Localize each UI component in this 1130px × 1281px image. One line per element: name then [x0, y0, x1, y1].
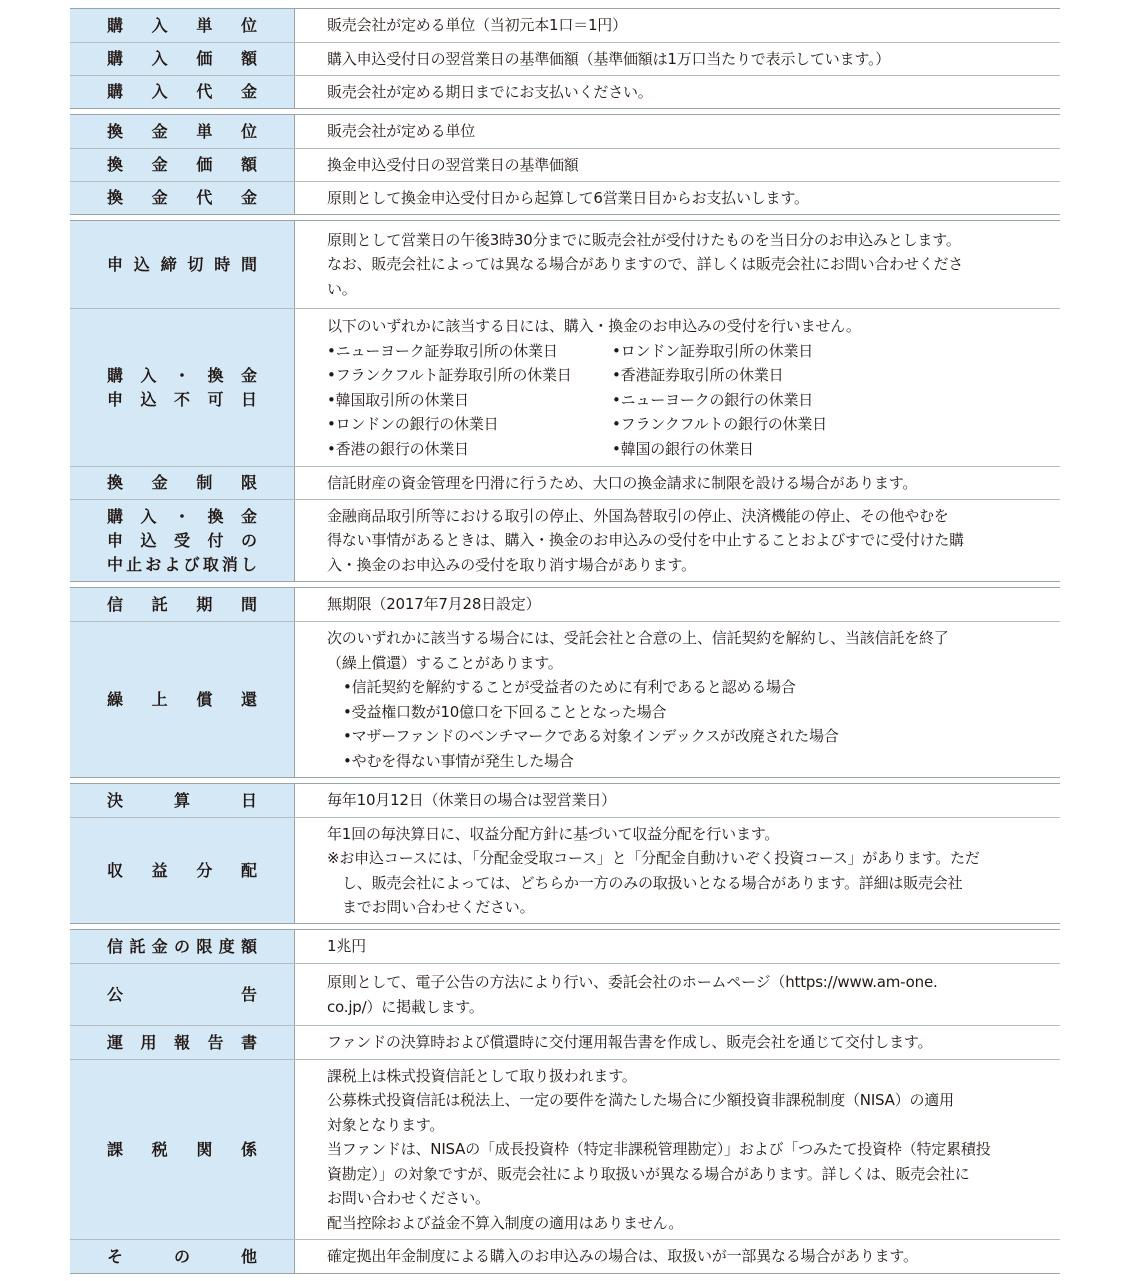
row-label-text: 換金代金 [107, 188, 257, 207]
content-line: 次のいずれかに該当する場合には、受託会社と合意の上、信託契約を解約し、当該信託を終了 [327, 629, 949, 647]
content-line: 以下のいずれかに該当する日には、購入・換金のお申込みの受付を行いません。 [327, 317, 861, 335]
list-item: •韓国の銀行の休業日 [612, 439, 754, 458]
content-line: 対象となります。 [327, 1115, 445, 1134]
row-label [70, 930, 295, 963]
row-content [295, 9, 1060, 42]
content-line: 課税上は株式投資信託として取り扱われます。 [327, 1066, 637, 1085]
table-row [70, 1059, 1060, 1239]
table-row [70, 9, 1060, 42]
row-label [70, 76, 295, 108]
row-label [70, 622, 295, 777]
row-label-text: 公告 [107, 984, 257, 1004]
table-row [70, 75, 1060, 108]
row-content [295, 622, 1060, 777]
row-label-text: 購入代金 [107, 82, 257, 101]
content-line: 確定拠出年金制度による購入のお申込みの場合は、取扱いが一部異なる場合があります。 [327, 1247, 918, 1266]
row-label-text: 中止および取消し [107, 554, 257, 574]
list-item: •ニューヨークの銀行の休業日 [612, 390, 814, 409]
table-row [70, 466, 1060, 499]
content-line: 原則として換金申込受付日から起算して6営業日目からお支払いします。 [327, 188, 809, 207]
row-label-text: 購入単位 [107, 15, 257, 35]
content-line: ※お申込コースには、「分配金受取コース」と「分配金自動けいぞく投資コース」があります。ただ [327, 849, 980, 867]
row-content [295, 930, 1060, 963]
list-item: •ロンドン証券取引所の休業日 [612, 341, 814, 360]
row-label-text: 申込受付の [107, 530, 257, 550]
table-section [70, 114, 1060, 215]
row-label-text: 換金単位 [107, 121, 257, 141]
row-label-text: その他 [107, 1246, 257, 1266]
content-line: 年1回の毎決算日に、収益分配方針に基づいて収益分配を行います。 [327, 824, 780, 843]
table-row [70, 42, 1060, 75]
row-label-text: 収益分配 [107, 860, 257, 880]
row-content [295, 115, 1060, 148]
row-content [295, 309, 1060, 466]
row-label-text: 換金制限 [107, 473, 257, 492]
row-label [70, 588, 295, 621]
row-label [70, 115, 295, 148]
content-line: 原則として営業日の午後3時30分までに販売会社が受付けたものを当日分のお申込みとします。 [327, 230, 961, 249]
list-item: •受益権口数が10億口を下回ることとなった場合 [343, 702, 667, 721]
fund-info-table [70, 8, 1060, 1279]
row-content [295, 588, 1060, 621]
table-row [70, 308, 1060, 466]
content-line: 販売会社が定める期日までにお支払いください。 [327, 82, 653, 101]
table-row [70, 930, 1060, 963]
row-label [70, 149, 295, 181]
table-row [70, 1239, 1060, 1273]
row-label [70, 500, 295, 581]
content-line: 信託財産の資金管理を円滑に行うため、大口の換金請求に制限を設ける場合があります。 [327, 473, 918, 492]
row-label [70, 9, 295, 42]
row-content [295, 1240, 1060, 1273]
row-content [295, 1026, 1060, 1059]
content-line: 入・換金のお申込みの受付を取り消す場合があります。 [327, 555, 696, 574]
content-line: い。 [327, 279, 357, 298]
content-line: 当ファンドは、NISAの「成長投資枠（特定非課税管理勘定）」および「つみたて投資枠（特定累積投 [327, 1140, 991, 1159]
row-label [70, 964, 295, 1025]
content-line: お問い合わせください。 [327, 1189, 490, 1208]
content-line: 配当控除および益金不算入制度の適用はありません。 [327, 1213, 684, 1232]
content-line: 資勘定）」の対象ですが、販売会社により取扱いが異なる場合があります。詳しくは、販売会社に [327, 1164, 970, 1183]
content-line: 毎年10月12日（休業日の場合は翌営業日） [327, 791, 616, 810]
list-item: •マザーファンドのベンチマークである対象インデックスが改廃された場合 [343, 727, 839, 745]
content-line: （繰上償還）することがあります。 [327, 653, 563, 672]
note-line: までお問い合わせください。 [342, 898, 535, 916]
row-label [70, 818, 295, 923]
row-label [70, 43, 295, 75]
row-label-text: 繰上償還 [107, 689, 257, 709]
content-line: 得ない事情があるときは、購入・換金のお申込みの受付を中止することおよびすでに受付けた購 [327, 531, 964, 550]
row-label-text: 課税関係 [107, 1139, 257, 1159]
list-item: •香港証券取引所の休業日 [612, 366, 784, 384]
table-row [70, 221, 1060, 308]
content-line: 金融商品取引所等における取引の停止、外国為替取引の停止、決済機能の停止、その他やむを [327, 506, 949, 525]
content-line: 原則として、電子公告の方法により行い、委託会社のホームページ（https://www.am-one. [327, 973, 938, 991]
table-row [70, 588, 1060, 621]
row-label [70, 309, 295, 466]
list-item: •ロンドンの銀行の休業日 [327, 415, 499, 433]
content-line: 無期限（2017年7月28日設定） [327, 595, 541, 614]
table-section [70, 929, 1060, 1274]
row-label-text: 購入価額 [107, 49, 257, 68]
content-line: 販売会社が定める単位（当初元本1口＝1円） [327, 16, 627, 35]
row-label [70, 1060, 295, 1239]
row-content [295, 818, 1060, 923]
table-section [70, 220, 1060, 582]
row-label [70, 784, 295, 817]
content-line: ファンドの決算時および償還時に交付運用報告書を作成し、販売会社を通じて交付します。 [327, 1033, 933, 1052]
row-label [70, 182, 295, 214]
row-label-text: 購入・換金 [107, 365, 257, 385]
table-section [70, 8, 1060, 109]
list-item: •やむを得ない事情が発生した場合 [343, 751, 574, 770]
note-line: し、販売会社によっては、どちらか一方のみの取扱いとなる場合があります。詳細は販売会社 [342, 873, 963, 892]
row-label [70, 467, 295, 499]
list-item: •韓国取引所の休業日 [327, 390, 469, 409]
list-item: •香港の銀行の休業日 [327, 439, 469, 458]
row-label-text: 運用報告書 [107, 1032, 257, 1052]
row-label-text: 信託金の限度額 [107, 936, 257, 956]
content-line: 1兆円 [327, 937, 366, 956]
row-content [295, 221, 1060, 308]
content-line: 販売会社が定める単位 [327, 122, 476, 141]
content-line: 購入申込受付日の翌営業日の基準価額（基準価額は1万口当たりで表示しています。） [327, 49, 891, 68]
content-line: 公募株式投資信託は税法上、一定の要件を満たした場合に少額投資非課税制度（NISA）の適用 [327, 1091, 954, 1110]
row-content [295, 1060, 1060, 1239]
table-row [70, 148, 1060, 181]
row-content [295, 182, 1060, 214]
row-content [295, 149, 1060, 181]
table-row [70, 181, 1060, 214]
table-row [70, 784, 1060, 817]
table-row [70, 817, 1060, 923]
table-section [70, 783, 1060, 924]
row-content [295, 964, 1060, 1025]
content-line: 換金申込受付日の翌営業日の基準価額 [327, 155, 579, 174]
table-row [70, 1025, 1060, 1059]
list-item: •信託契約を解約することが受益者のために有利であると認める場合 [343, 678, 796, 696]
holiday-list [327, 339, 1040, 462]
row-label-text: 購入・換金 [107, 506, 257, 526]
row-label-text: 申込不可日 [107, 389, 257, 409]
row-label [70, 1026, 295, 1059]
row-content [295, 467, 1060, 499]
list-item: •フランクフルト証券取引所の休業日 [327, 366, 572, 384]
list-item: •フランクフルトの銀行の休業日 [612, 415, 827, 433]
row-content [295, 43, 1060, 75]
row-label-text: 信託期間 [107, 594, 257, 614]
row-label [70, 1240, 295, 1273]
table-row [70, 621, 1060, 777]
row-content [295, 76, 1060, 108]
table-section [70, 587, 1060, 778]
row-content [295, 500, 1060, 581]
row-label [70, 221, 295, 308]
content-line: なお、販売会社によっては異なる場合がありますので、詳しくは販売会社にお問い合わせくださ [327, 255, 964, 274]
row-label-text: 申込締切時間 [107, 254, 257, 274]
row-content [295, 784, 1060, 817]
table-row [70, 963, 1060, 1025]
row-label-text: 換金価額 [107, 155, 257, 174]
list-item: •ニューヨーク証券取引所の休業日 [327, 341, 558, 360]
table-row [70, 115, 1060, 148]
row-label-text: 決算日 [107, 790, 257, 810]
content-line: co.jp/）に掲載します。 [327, 997, 484, 1016]
table-row [70, 499, 1060, 581]
